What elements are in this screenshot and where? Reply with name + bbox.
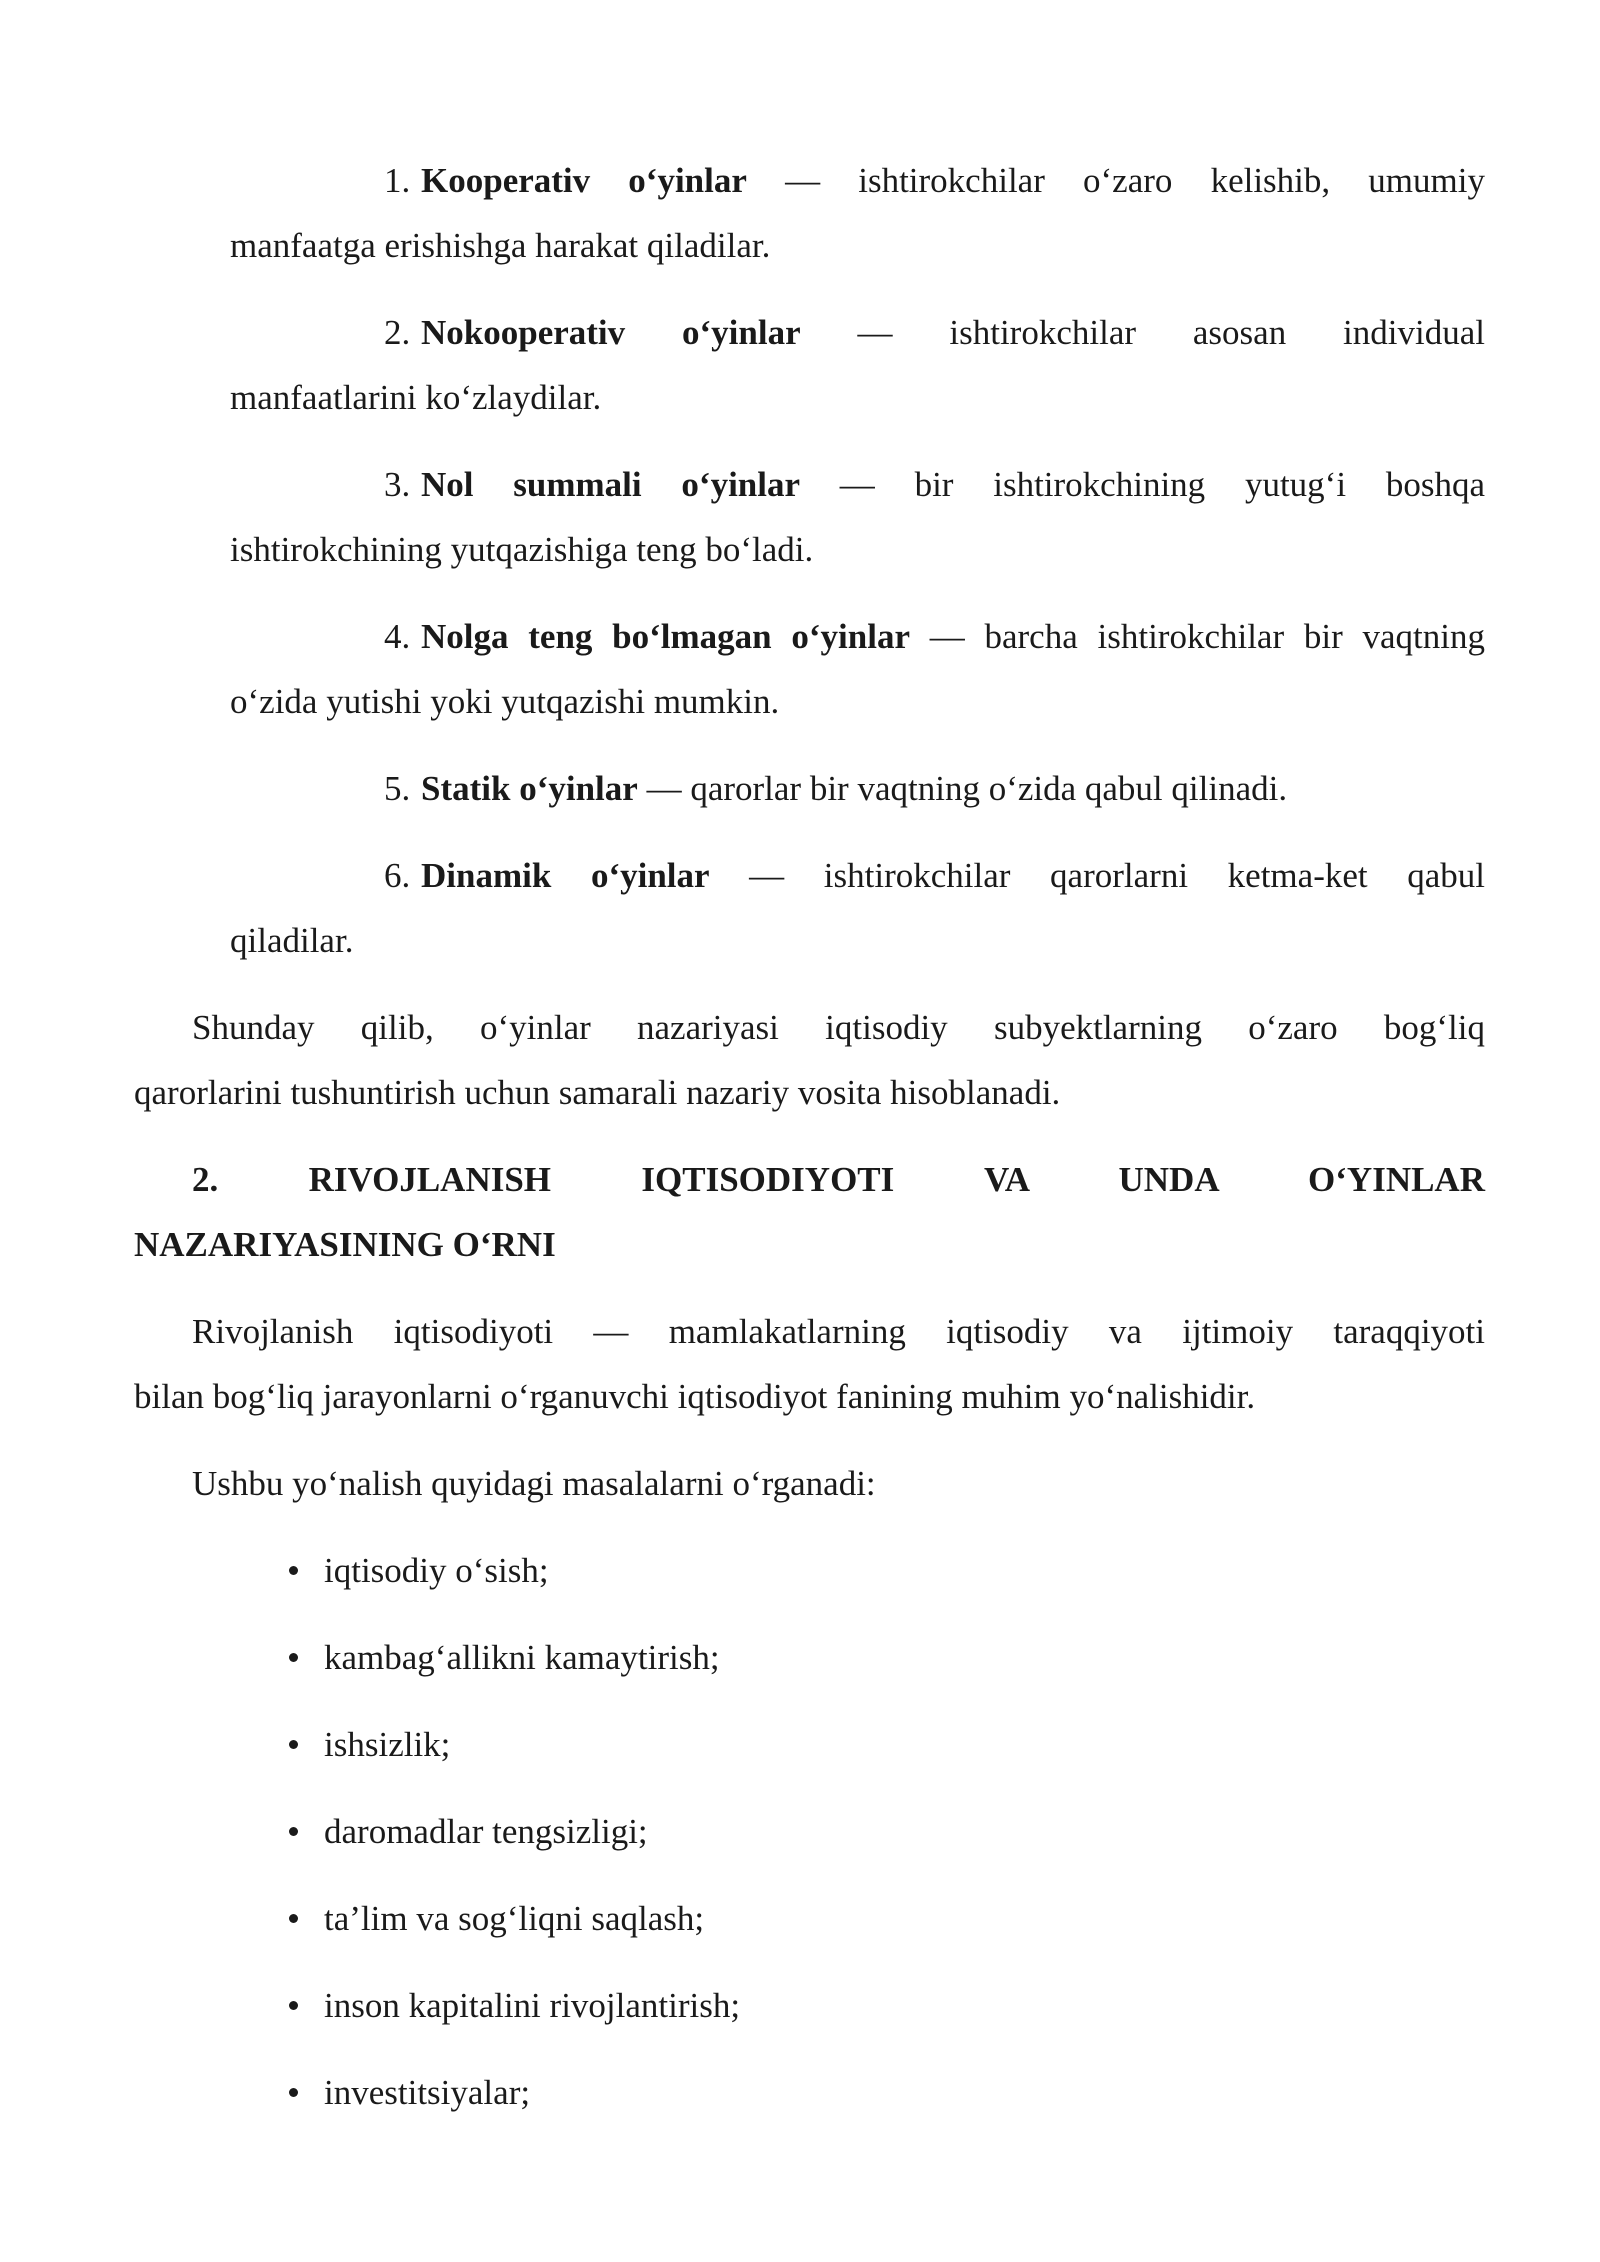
paragraph-line: qarorlarini tushuntirish uchun samarali nazariy vosita hisoblanadi. [134,1073,1061,1112]
list-item-line [230,843,1485,908]
item-term: Dinamik o‘yinlar [421,856,710,895]
bullet-text: daromadlar tengsizligi; [324,1812,648,1851]
item-text: — ishtirokchilar asosan individual [800,313,1485,352]
item-text-continued: manfaatga erishishga harakat qiladilar. [230,226,771,265]
bullet-icon [289,2088,298,2097]
item-term: Nol summali o‘yinlar [421,465,801,504]
game-types-list [230,148,1485,973]
list-item [230,300,1485,430]
item-text: — bir ishtirokchining yutug‘i boshqa [800,465,1485,504]
list-item-line [230,604,1485,669]
bullet-item [134,2060,1485,2125]
bullet-text: ishsizlik; [324,1725,451,1764]
page-content [134,148,1485,2147]
item-term: Kooperativ o‘yinlar [421,161,747,200]
paragraph-line: Rivojlanish iqtisodiyoti — mamlakatlarning iqtisodiy va ijtimoiy taraqqiyoti [192,1312,1485,1351]
bullet-text: kambag‘allikni kamaytirish; [324,1638,720,1677]
heading-line: 2. RIVOJLANISH IQTISODIYOTI VA UNDA O‘YINLAR [192,1160,1485,1199]
intro-paragraph [134,1451,1485,1516]
item-number: 1. [384,161,411,200]
bullet-item [134,1799,1485,1864]
item-number: 2. [384,313,411,352]
item-number: 6. [384,856,411,895]
list-item [230,452,1485,582]
item-text-continued: ishtirokchining yutqazishiga teng bo‘ladi. [230,530,814,569]
list-item [230,843,1485,973]
item-term: Nokooperativ o‘yinlar [421,313,801,352]
list-item-line [230,300,1485,365]
paragraph-line: Ushbu yo‘nalish quyidagi masalalarni o‘rganadi: [192,1464,876,1503]
conclusion-paragraph [134,995,1485,1125]
item-number: 5. [384,769,411,808]
item-text: — barcha ishtirokchilar bir vaqtning [909,617,1485,656]
item-text: — ishtirokchilar qarorlarni ketma-ket qabul [709,856,1485,895]
item-term: Nolga teng bo‘lmagan o‘yinlar [421,617,910,656]
bullet-item [134,1973,1485,2038]
list-item [230,148,1485,278]
bullet-icon [289,1653,298,1662]
bullet-icon [289,1914,298,1923]
bullet-item [134,1886,1485,1951]
bullet-text: investitsiyalar; [324,2073,531,2112]
bullet-text: iqtisodiy o‘sish; [324,1551,549,1590]
list-item [230,604,1485,734]
list-item-line [230,148,1485,213]
paragraph-line: bilan bog‘liq jarayonlarni o‘rganuvchi iqtisodiyot fanining muhim yo‘nalishidir. [134,1377,1256,1416]
bullet-text: inson kapitalini rivojlantirish; [324,1986,741,2025]
list-item-line [230,756,1485,821]
heading-line: NAZARIYASINING O‘RNI [134,1225,556,1264]
bullet-icon [289,1740,298,1749]
section-heading [134,1147,1485,1277]
bullet-icon [289,2001,298,2010]
bullet-icon [289,1566,298,1575]
item-text: — ishtirokchilar o‘zaro kelishib, umumiy [746,161,1485,200]
item-number: 4. [384,617,411,656]
definition-paragraph [134,1299,1485,1429]
item-text-continued: manfaatlarini ko‘zlaydilar. [230,378,602,417]
bullet-item [134,1712,1485,1777]
item-text-continued: qiladilar. [230,921,354,960]
item-term: Statik o‘yinlar [421,769,638,808]
bullet-icon [289,1827,298,1836]
list-item [326,756,1485,821]
bullet-text: ta’lim va sog‘liqni saqlash; [324,1899,705,1938]
item-text: — qarorlar bir vaqtning o‘zida qabul qilinadi. [637,769,1288,808]
paragraph-line: Shunday qilib, o‘yinlar nazariyasi iqtisodiy subyektlarning o‘zaro bog‘liq [192,1008,1485,1047]
topics-bullet-list [134,1538,1485,2125]
list-item-line [230,452,1485,517]
item-text-continued: o‘zida yutishi yoki yutqazishi mumkin. [230,682,780,721]
bullet-item [134,1538,1485,1603]
bullet-item [134,1625,1485,1690]
item-number: 3. [384,465,411,504]
